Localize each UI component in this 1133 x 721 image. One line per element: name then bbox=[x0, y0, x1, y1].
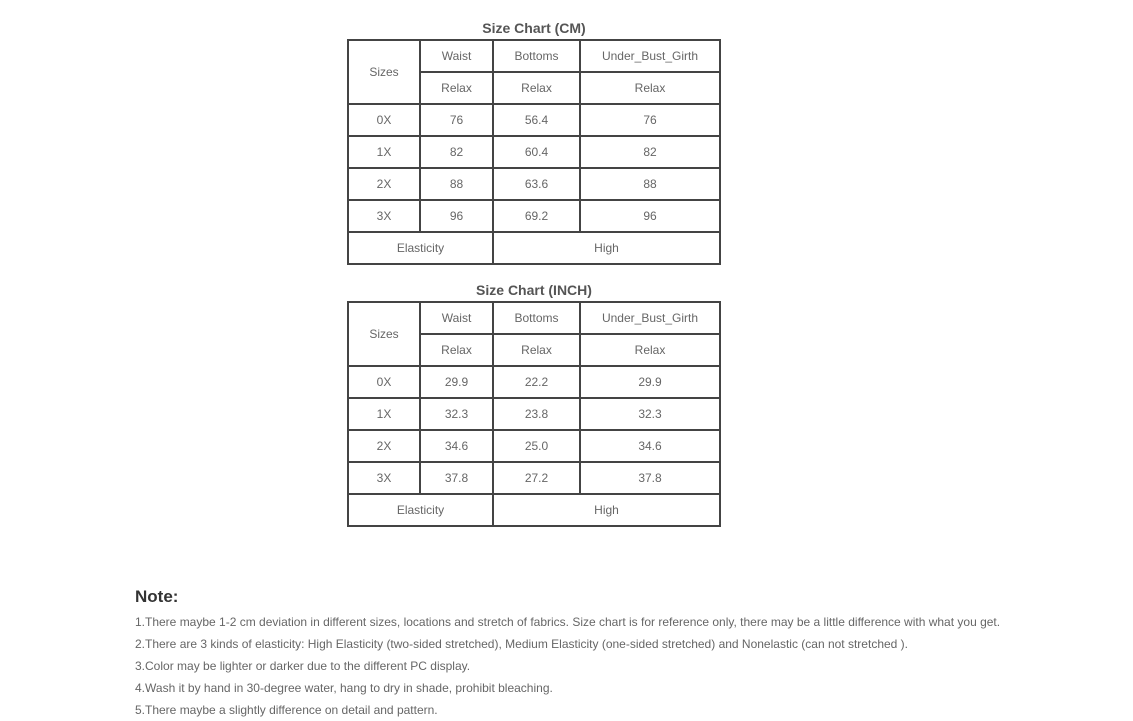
cell-under-bust: 29.9 bbox=[580, 366, 720, 398]
table-row bbox=[348, 398, 720, 430]
subheader-under-bust-relax: Relax bbox=[580, 334, 720, 366]
cell-under-bust: 88 bbox=[580, 168, 720, 200]
table-row bbox=[348, 366, 720, 398]
cell-under-bust: 76 bbox=[580, 104, 720, 136]
cell-under-bust: 34.6 bbox=[580, 430, 720, 462]
cell-bottoms: 27.2 bbox=[493, 462, 580, 494]
cell-size: 2X bbox=[348, 168, 420, 200]
cell-waist: 32.3 bbox=[420, 398, 493, 430]
note-line: 3.Color may be lighter or darker due to the different PC display. bbox=[135, 659, 471, 673]
subheader-waist-relax: Relax bbox=[420, 72, 493, 104]
elasticity-label: Elasticity bbox=[348, 494, 493, 526]
note-line: 5.There maybe a slightly difference on detail and pattern. bbox=[135, 703, 438, 717]
cell-bottoms: 22.2 bbox=[493, 366, 580, 398]
table-row bbox=[348, 168, 720, 200]
elasticity-value: High bbox=[493, 232, 720, 264]
cell-bottoms: 60.4 bbox=[493, 136, 580, 168]
cell-bottoms: 63.6 bbox=[493, 168, 580, 200]
cell-size: 1X bbox=[348, 398, 420, 430]
cell-size: 0X bbox=[348, 104, 420, 136]
header-row bbox=[348, 302, 720, 334]
cell-waist: 96 bbox=[420, 200, 493, 232]
cell-waist: 88 bbox=[420, 168, 493, 200]
note-line: 4.Wash it by hand in 30-degree water, hang to dry in shade, prohibit bleaching. bbox=[135, 681, 553, 695]
elasticity-row bbox=[348, 232, 720, 264]
subheader-waist-relax: Relax bbox=[420, 334, 493, 366]
cell-waist: 37.8 bbox=[420, 462, 493, 494]
elasticity-label: Elasticity bbox=[348, 232, 493, 264]
cell-waist: 34.6 bbox=[420, 430, 493, 462]
note-line: 1.There maybe 1-2 cm deviation in different sizes, locations and stretch of fabrics. Size chart is for reference only, there may be a little difference with what you get. bbox=[135, 615, 1001, 629]
table-row bbox=[348, 462, 720, 494]
subheader-under-bust-relax: Relax bbox=[580, 72, 720, 104]
header-bottoms: Bottoms bbox=[493, 40, 580, 72]
notes-heading: Note: bbox=[135, 587, 179, 606]
table-row bbox=[348, 136, 720, 168]
cell-bottoms: 56.4 bbox=[493, 104, 580, 136]
cell-bottoms: 23.8 bbox=[493, 398, 580, 430]
table-row bbox=[348, 430, 720, 462]
table-row bbox=[348, 200, 720, 232]
cell-waist: 29.9 bbox=[420, 366, 493, 398]
size-chart-cm-table bbox=[347, 39, 721, 265]
header-sizes: Sizes bbox=[348, 302, 420, 366]
subheader-bottoms-relax: Relax bbox=[493, 72, 580, 104]
cell-under-bust: 82 bbox=[580, 136, 720, 168]
cell-size: 3X bbox=[348, 200, 420, 232]
cell-under-bust: 96 bbox=[580, 200, 720, 232]
table-row bbox=[348, 104, 720, 136]
header-waist: Waist bbox=[420, 302, 493, 334]
cell-bottoms: 69.2 bbox=[493, 200, 580, 232]
cell-waist: 76 bbox=[420, 104, 493, 136]
subheader-bottoms-relax: Relax bbox=[493, 334, 580, 366]
header-row bbox=[348, 40, 720, 72]
cell-under-bust: 32.3 bbox=[580, 398, 720, 430]
header-waist: Waist bbox=[420, 40, 493, 72]
header-under-bust-girth: Under_Bust_Girth bbox=[580, 302, 720, 334]
elasticity-value: High bbox=[493, 494, 720, 526]
cell-bottoms: 25.0 bbox=[493, 430, 580, 462]
size-chart-inch-title: Size Chart (INCH) bbox=[476, 282, 592, 298]
cell-size: 0X bbox=[348, 366, 420, 398]
note-line: 2.There are 3 kinds of elasticity: High Elasticity (two-sided stretched), Medium Elasticity (one-sided stretched) and Nonelastic (can not stretched ). bbox=[135, 637, 908, 651]
cell-waist: 82 bbox=[420, 136, 493, 168]
header-bottoms: Bottoms bbox=[493, 302, 580, 334]
cell-size: 3X bbox=[348, 462, 420, 494]
cell-size: 1X bbox=[348, 136, 420, 168]
header-under-bust-girth: Under_Bust_Girth bbox=[580, 40, 720, 72]
size-chart-cm-title: Size Chart (CM) bbox=[482, 20, 586, 36]
cell-size: 2X bbox=[348, 430, 420, 462]
notes-section bbox=[135, 586, 1125, 721]
elasticity-row bbox=[348, 494, 720, 526]
cell-under-bust: 37.8 bbox=[580, 462, 720, 494]
size-chart-inch-table bbox=[347, 301, 721, 527]
header-sizes: Sizes bbox=[348, 40, 420, 104]
